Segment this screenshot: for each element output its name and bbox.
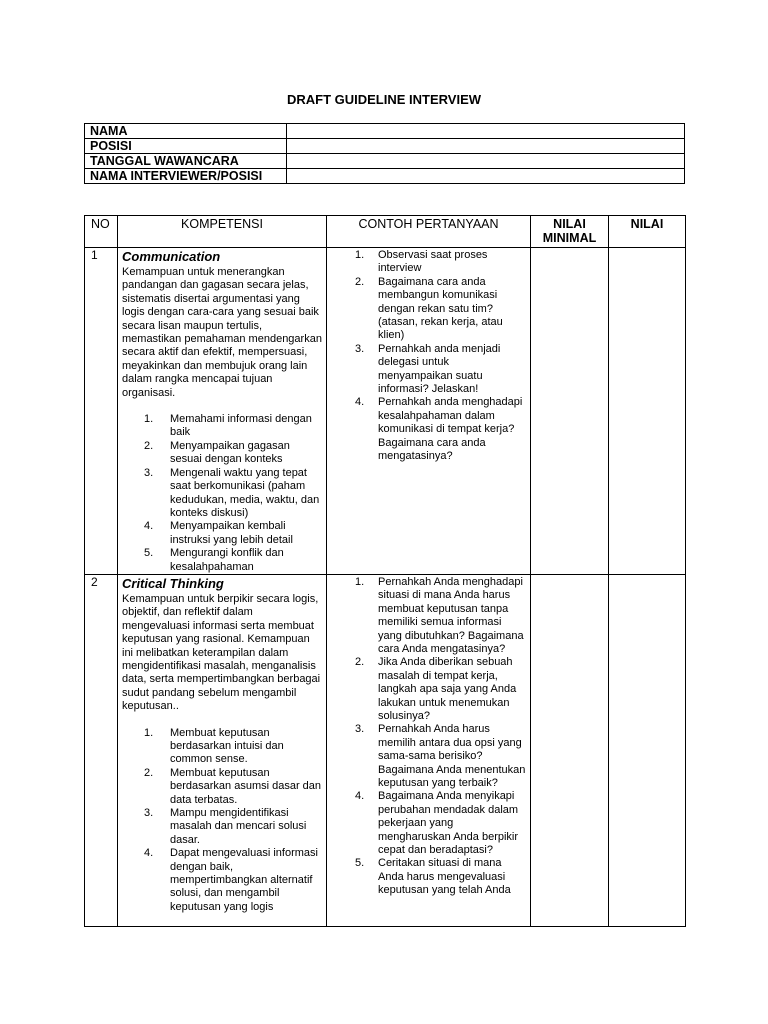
table-row	[85, 248, 686, 575]
list-item: 3. Pernahkah Anda harus memilih antara dua opsi yang sama-sama berisiko? Bagaimana Anda menentukan keputusan yang terbaik?	[355, 723, 526, 790]
list-item: 3. Mengenali waktu yang tepat saat berkomunikasi (paham kedudukan, media, waktu, dan konteks diskusi)	[144, 466, 320, 519]
nilai-minimal-cell	[531, 248, 609, 575]
info-label-tanggal: TANGGAL WAWANCARA	[85, 154, 287, 169]
header-contoh-pertanyaan: CONTOH PERTANYAAN	[327, 216, 531, 248]
list-item: 1. Observasi saat proses interview	[355, 249, 488, 275]
info-value-interviewer	[287, 169, 685, 184]
list-item: 2. Bagaimana cara anda membangun komunikasi dengan rekan satu tim? (atasan, rekan kerja, atau klien)	[355, 275, 503, 342]
nilai-cell	[609, 574, 686, 926]
info-row-tanggal	[85, 154, 685, 169]
question-list	[327, 576, 526, 898]
info-label-posisi: POSISI	[85, 139, 287, 154]
list-item: 1. Membuat keputusan berdasarkan intuisi dan common sense.	[144, 726, 284, 766]
header-no: NO	[85, 216, 118, 248]
list-item: 3. Mampu mengidentifikasi masalah dan mencari solusi dasar.	[144, 807, 307, 846]
list-item: 2. Menyampaikan gagasan sesuai dengan konteks	[144, 439, 290, 466]
indicator-list	[122, 727, 322, 915]
info-row-interviewer	[85, 169, 685, 184]
info-value-posisi	[287, 139, 685, 154]
table-header-row	[85, 216, 686, 248]
nilai-minimal-cell	[531, 574, 609, 926]
list-item: 4. Pernahkah anda menghadapi kesalahpahaman dalam komunikasi di tempat kerja? Bagaimana cara anda mengatasinya?	[355, 396, 523, 463]
competency-cell	[118, 574, 327, 926]
list-item: 4. Bagaimana Anda menyikapi perubahan mendadak dalam pekerjaan yang mengharuskan Anda berpikir cepat dan beradaptasi?	[355, 790, 519, 857]
row-number: 2	[85, 574, 118, 926]
list-item: 4. Dapat mengevaluasi informasi dengan baik, mempertimbangkan alternatif solusi, dan mengambil keputusan yang logis	[144, 847, 318, 913]
row-number: 1	[85, 248, 118, 575]
header-nilai-minimal: NILAI MINIMAL	[531, 216, 609, 248]
indicator-list	[122, 413, 322, 574]
list-item: 1. Pernahkah Anda menghadapi situasi di mana Anda harus membuat keputusan tanpa memiliki semua informasi yang dibutuhkan? Bagaimana cara Anda mengatasinya?	[355, 575, 524, 655]
info-value-nama	[287, 124, 685, 139]
list-item: 1. Memahami informasi dengan baik	[144, 413, 312, 439]
questions-cell	[327, 248, 531, 575]
list-item: 2. Jika Anda diberikan sebuah masalah di tempat kerja, langkah apa saja yang Anda lakukan untuk menemukan solusinya?	[355, 656, 517, 722]
nilai-cell	[609, 248, 686, 575]
questions-cell	[327, 574, 531, 926]
competency-description: Kemampuan untuk berpikir secara logis, objektif, dan reflektif dalam mengevaluasi informasi serta membuat keputusan yang rasional. Kemampuan ini melibatkan keterampilan dalam mengidentifikasi masalah, menganalisis data, serta mempertimbangkan berbagai sudut pandang sebelum mengambil keputusan..	[122, 592, 321, 713]
info-row-nama	[85, 124, 685, 139]
list-item: 5. Mengurangi konflik dan kesalahpahaman	[144, 547, 284, 573]
question-list	[327, 249, 526, 464]
competency-title: Communication	[122, 249, 221, 264]
competency-title: Critical Thinking	[122, 575, 224, 591]
table-row	[85, 574, 686, 926]
info-row-posisi	[85, 139, 685, 154]
header-kompetensi: KOMPETENSI	[118, 216, 327, 248]
list-item: 5. Ceritakan situasi di mana Anda harus mengevaluasi keputusan yang telah Anda	[355, 857, 511, 897]
document-title: DRAFT GUIDELINE INTERVIEW	[286, 92, 482, 107]
header-nilai: NILAI	[609, 216, 686, 248]
info-table	[84, 123, 685, 184]
list-item: 4. Menyampaikan kembali instruksi yang lebih detail	[144, 520, 293, 546]
competency-cell	[118, 248, 327, 575]
competency-table	[84, 215, 686, 927]
competency-description: Kemampuan untuk menerangkan pandangan dan gagasan secara jelas, sistematis disertai argumentasi yang logis dengan cara-cara yang sesuai baik secara lisan maupun tertulis, memastikan pemahaman mendengarkan secara aktif dan efektif, mempersuasi, meyakinkan dan membujuk orang lain dalam rangka mencapai tujuan organisasi.	[122, 266, 322, 399]
info-label-nama: NAMA	[85, 124, 287, 139]
info-label-interviewer: NAMA INTERVIEWER/POSISI	[85, 169, 287, 184]
list-item: 2. Membuat keputusan berdasarkan asumsi dasar dan data terbatas.	[144, 766, 322, 806]
info-value-tanggal	[287, 154, 685, 169]
list-item: 3. Pernahkah anda menjadi delegasi untuk menyampaikan suatu informasi? Jelaskan!	[355, 342, 501, 396]
